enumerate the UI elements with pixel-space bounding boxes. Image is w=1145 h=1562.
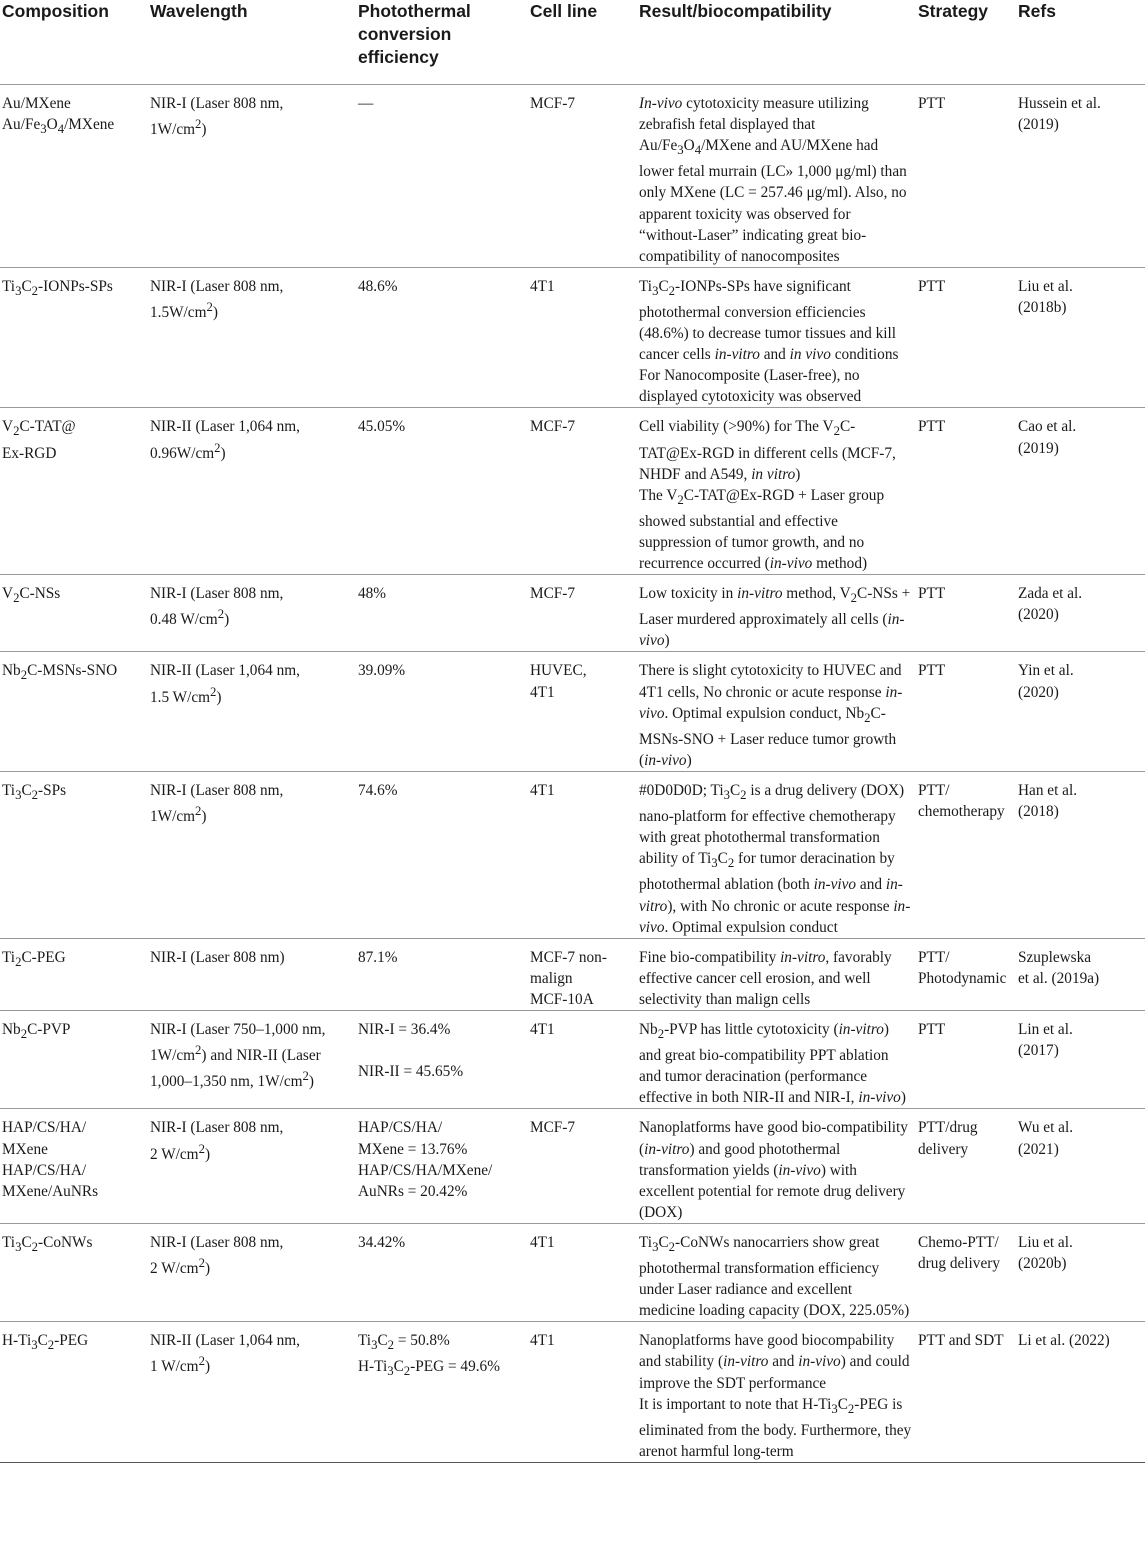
cell-cell-line (530, 938, 639, 1010)
cell-refs-line: (2021) (1018, 1140, 1059, 1158)
cell-refs-line: Liu et al. (1018, 1233, 1073, 1251)
table-row (0, 938, 1145, 1010)
cell-cell-line (530, 1011, 639, 1109)
cell-cell-line (530, 575, 639, 652)
cell-wavelength-line: 0.48 $W/cm^2$) (150, 607, 230, 629)
cell-result-line: $Ti_3C_2$-CoNWs nanocarriers show great photothermal transformation efficiency under Laser radiance and excellent medicine loading capacity (DOX, 225.05%) (639, 1233, 910, 1320)
cell-efficiency-line: $Ti_3C_2 = 50.8\%$ (358, 1332, 450, 1353)
cell-refs-line: (2019) (1018, 116, 1059, 134)
cell-composition-line: MXene (2, 1140, 48, 1158)
cell-efficiency-line: 87.1% (358, 948, 398, 966)
cell-efficiency (358, 1011, 530, 1109)
cell-composition-line: $Ti_3C_2-IONPs$-SPs (2, 277, 113, 298)
cell-refs-line: Lin et al. (1018, 1021, 1073, 1039)
cell-result-line: $Nb_2$-PVP has little cytotoxicity (in-vitro) and great bio-compatibility PPT ablation and tumor deracination (performance effective in both NIR-II and NIR-I, in-vivo) (639, 1021, 906, 1107)
table-row (0, 85, 1145, 268)
cell-result (639, 85, 918, 268)
cell-result-line: #0D0D0D; $Ti_3C_2$ is a drug delivery (DOX) nano-platform for effective chemotherapy with great photothermal transformation ability of $Ti_3C_2$ for tumor deracination by photothermal ablation (both in-vivo and in-vitro), with No chronic or acute response in-vivo. Optimal expulsion conduct (639, 782, 911, 936)
cell-result-line: Nanoplatforms have good bio-compatibility (in-vitro) and good photothermal transformation yields (in-vivo) with excellent potential for remote drug delivery (DOX) (639, 1119, 908, 1221)
cell-strategy-line: drug delivery (918, 1255, 1000, 1273)
cell-efficiency-line: 45.05% (358, 418, 406, 436)
cell-cell-line (530, 1322, 639, 1463)
cell-cell-line-line: MCF-7 (530, 95, 576, 112)
cell-strategy (918, 85, 1018, 268)
cell-wavelength-line: $0.96W/cm^2$) (150, 440, 226, 462)
cell-cell-line (530, 652, 639, 772)
cell-refs-line: Li et al. (2022) (1018, 1332, 1110, 1350)
cell-strategy-line: delivery (918, 1140, 969, 1158)
cell-composition-line: HAP/CS/HA/ (2, 1161, 87, 1179)
cell-refs (1018, 1109, 1145, 1223)
cell-efficiency (358, 408, 530, 575)
cell-wavelength (150, 408, 358, 575)
cell-result (639, 652, 918, 772)
table-row (0, 1109, 1145, 1223)
cell-composition (0, 652, 150, 772)
cell-efficiency-line: 39.09% (358, 662, 406, 680)
cell-result (639, 1223, 918, 1321)
cell-strategy (918, 772, 1018, 939)
cell-efficiency-line: HAP/CS/HA/ (358, 1119, 443, 1137)
cell-efficiency-line: 34.42% (358, 1233, 406, 1251)
cell-wavelength-line: NIR-II (Laser 1,064 nm, (150, 418, 300, 436)
cell-composition-line: $Au/Fe_3O_4$/MXene (2, 116, 115, 137)
cell-refs (1018, 938, 1145, 1010)
cell-strategy (918, 1109, 1018, 1223)
cell-wavelength-line: NIR-II (Laser 1,064 nm, (150, 662, 300, 680)
table-row (0, 1223, 1145, 1321)
cell-efficiency-line: NIR-II = 45.65% (358, 1063, 464, 1081)
cell-cell-line-line: 4T1 (530, 683, 555, 701)
cell-wavelength-line: NIR-I (Laser 750–1,000 nm, (150, 1021, 326, 1039)
cell-refs-line: (2018) (1018, 803, 1059, 821)
cell-result-line: The $V_2C-TAT@Ex$-RGD + Laser group showed substantial and effective suppression of tumor growth, and no recurrence occurred (in-vivo method) (639, 486, 885, 573)
cell-refs (1018, 772, 1145, 939)
cell-wavelength-line: 1,000–1,350 nm, $1W/cm^2$) (150, 1069, 315, 1091)
cell-refs-line: Liu et al. (1018, 277, 1073, 295)
cell-strategy-line: PTT (918, 662, 946, 680)
cell-cell-line-line: MCF-7 (530, 418, 576, 436)
cell-strategy-line: PTT and SDT (918, 1332, 1004, 1350)
cell-result-line: Nanoplatforms have good biocompability and stability (in-vitro and in-vivo) and could improve the SDT performance (639, 1332, 910, 1392)
cell-cell-line (530, 267, 639, 408)
cell-composition (0, 575, 150, 652)
cell-wavelength-line: NIR-I (Laser 808 nm) (150, 948, 285, 966)
cell-strategy-line: Chemo-PTT/ (918, 1233, 999, 1251)
cell-wavelength-line: NIR-I (Laser 808 nm, (150, 1119, 284, 1137)
cell-efficiency-line: 48% (358, 585, 387, 603)
cell-composition (0, 938, 150, 1010)
header-cell-line: Cell line (530, 0, 639, 85)
cell-composition-line: $Nb_2C-MSNs$-SNO (2, 662, 118, 683)
cell-efficiency (358, 267, 530, 408)
cell-composition (0, 267, 150, 408)
cell-composition-line: $V_2C-TAT@$ (2, 418, 76, 439)
header-result: Result/biocompatibility (639, 0, 918, 85)
cell-refs (1018, 408, 1145, 575)
header-efficiency: Photothermal conversion efficiency (358, 0, 530, 85)
cell-wavelength-line: $1.5W/cm^2$) (150, 299, 218, 321)
cell-cell-line-line: MCF-7 (530, 585, 576, 603)
cell-composition (0, 1011, 150, 1109)
cell-refs (1018, 652, 1145, 772)
cell-wavelength (150, 575, 358, 652)
cell-composition (0, 1109, 150, 1223)
cell-result (639, 1109, 918, 1223)
cell-efficiency-line: MXene = 13.76% (358, 1140, 468, 1158)
cell-composition (0, 1223, 150, 1321)
cell-efficiency-line: $H-Ti_3C_2$-PEG = 49.6% (358, 1358, 500, 1379)
cell-wavelength-line: NIR-I (Laser 808 nm, (150, 1233, 284, 1251)
cell-composition-line: $Nb_2C$-PVP (2, 1021, 71, 1042)
table-row (0, 1322, 1145, 1463)
cell-composition-line: $Ti_3C_2$-SPs (2, 782, 67, 803)
cell-efficiency (358, 938, 530, 1010)
cell-result (639, 938, 918, 1010)
cell-efficiency (358, 1109, 530, 1223)
cell-wavelength-line: NIR-I (Laser 808 nm, (150, 782, 284, 799)
cell-refs (1018, 267, 1145, 408)
cell-refs-line: (2020b) (1018, 1255, 1067, 1273)
cell-wavelength (150, 1322, 358, 1463)
cell-cell-line-line: MCF-7 non- (530, 948, 607, 966)
cell-wavelength-line: $1W/cm^2$) and NIR-II (Laser (150, 1043, 321, 1065)
cell-efficiency-line: 74.6% (358, 782, 398, 799)
header-composition: Composition (0, 0, 150, 85)
cell-efficiency (358, 1322, 530, 1463)
cell-refs (1018, 1223, 1145, 1321)
cell-efficiency-line: AuNRs = 20.42% (358, 1182, 468, 1200)
cell-wavelength-line: $1W/cm^2$) (150, 117, 207, 139)
cell-refs-line: (2019) (1018, 439, 1059, 457)
cell-cell-line-line: 4T1 (530, 1233, 555, 1251)
cell-wavelength-line: NIR-I (Laser 808 nm, (150, 277, 284, 295)
cell-result (639, 772, 918, 939)
table-row (0, 772, 1145, 939)
cell-refs-line: Wu et al. (1018, 1119, 1074, 1137)
cell-wavelength (150, 772, 358, 939)
cell-wavelength (150, 85, 358, 268)
cell-result (639, 1011, 918, 1109)
cell-composition-line: $Ti_3C_2$-CoNWs (2, 1233, 93, 1254)
cell-result-line: It is important to note that $H-Ti_3C_2$-PEG is eliminated from the body. Furthermore, they arenot harmful long-term (639, 1395, 912, 1460)
cell-composition-line: Au/MXene (2, 95, 71, 112)
cell-wavelength-line: $1W/cm^2$) (150, 804, 207, 826)
cell-result-line: Fine bio-compatibility in-vitro, favorably effective cancer cell erosion, and well selectivity than malign cells (639, 948, 892, 1008)
cell-strategy (918, 1223, 1018, 1321)
cell-result-line: For Nanocomposite (Laser-free), no displayed cytotoxicity was observed (639, 367, 862, 406)
cell-wavelength-line: NIR-II (Laser 1,064 nm, (150, 1332, 300, 1350)
cell-result-line: There is slight cytotoxicity to HUVEC and 4T1 cells, No chronic or acute response in-vivo. Optimal expulsion conduct, $Nb_2C-MSNs$-SNO + Laser reduce tumor growth (in-vivo) (639, 662, 903, 769)
cell-strategy-line: PTT/drug (918, 1119, 978, 1137)
cell-composition-line: Ex-RGD (2, 444, 57, 462)
cell-refs (1018, 575, 1145, 652)
cell-cell-line-line: MCF-7 (530, 1119, 576, 1137)
cell-strategy-line: PTT (918, 95, 946, 112)
cell-refs-line: (2017) (1018, 1042, 1059, 1060)
cell-result-line: Low toxicity in in-vitro method, $V_2C$-NSs + Laser murdered approximately all cells (in-vivo) (639, 585, 911, 650)
cell-cell-line (530, 1223, 639, 1321)
cell-refs-line: Hussein et al. (1018, 95, 1101, 112)
cell-refs-line: Han et al. (1018, 782, 1078, 799)
cell-wavelength-line: 1.5 $W/cm^2$) (150, 684, 222, 706)
cell-strategy-line: Photodynamic (918, 969, 1007, 987)
cell-wavelength (150, 938, 358, 1010)
cell-composition-line: $Ti_2C$-PEG (2, 948, 66, 969)
cell-strategy-line: PTT/ (918, 948, 950, 966)
header-row (0, 0, 1145, 85)
cell-refs-line: (2020) (1018, 683, 1059, 701)
cell-wavelength (150, 652, 358, 772)
cell-strategy (918, 1011, 1018, 1109)
cell-strategy (918, 652, 1018, 772)
cell-strategy (918, 267, 1018, 408)
cell-efficiency-line: 48.6% (358, 277, 398, 295)
cell-refs (1018, 1011, 1145, 1109)
cell-efficiency (358, 652, 530, 772)
cell-strategy-line: PTT (918, 1021, 946, 1039)
cell-result (639, 575, 918, 652)
cell-composition (0, 408, 150, 575)
cell-result (639, 267, 918, 408)
cell-result-line: $Ti_3C_2-IONPs$-SPs have significant photothermal conversion efficiencies (48.6%) to decrease tumor tissues and kill cancer cells in-vitro and in vivo conditions (639, 277, 899, 364)
cell-strategy-line: PTT (918, 418, 946, 436)
cell-composition-line: HAP/CS/HA/ (2, 1119, 87, 1137)
cell-result-line: Cell viability (>90%) for The $V_2C-TAT@Ex$-RGD in different cells (MCF-7, NHDF and A549, in vitro) (639, 418, 896, 483)
cell-cell-line (530, 85, 639, 268)
cell-cell-line-line: MCF-10A (530, 990, 594, 1008)
cell-refs-line: Szuplewska (1018, 948, 1092, 966)
cell-cell-line-line: 4T1 (530, 1332, 555, 1350)
cell-refs-line: Cao et al. (1018, 418, 1077, 436)
cell-strategy (918, 408, 1018, 575)
cell-efficiency (358, 575, 530, 652)
table-row (0, 1011, 1145, 1109)
cell-cell-line-line: malign (530, 969, 573, 987)
cell-wavelength-line: NIR-I (Laser 808 nm, (150, 95, 284, 112)
cell-cell-line (530, 1109, 639, 1223)
cell-strategy (918, 1322, 1018, 1463)
cell-cell-line-line: 4T1 (530, 1021, 555, 1039)
cell-strategy (918, 938, 1018, 1010)
header-wavelength: Wavelength (150, 0, 358, 85)
cell-wavelength (150, 1223, 358, 1321)
cell-cell-line-line: 4T1 (530, 782, 555, 799)
cell-composition (0, 1322, 150, 1463)
cell-refs (1018, 85, 1145, 268)
cell-efficiency (358, 85, 530, 268)
cell-composition-line: $V_2C$-NSs (2, 585, 61, 606)
cell-wavelength-line: 2 $W/cm^2$) (150, 1256, 211, 1278)
cell-cell-line-line: 4T1 (530, 277, 555, 295)
table-row (0, 575, 1145, 652)
cell-refs-line: Zada et al. (1018, 585, 1083, 603)
cell-result-line: In-vivo cytotoxicity measure utilizing zebrafish fetal displayed that $Au/Fe_3O_4$/MXene and AU/MXene had lower fetal murrain (LC» 1,000 μg/ml) than only MXene (LC = 257.46 μg/ml). Also, no apparent toxicity was observed for “without-Laser” indicating great bio-compatibility of nanocomposites (639, 95, 907, 265)
cell-refs-line: Yin et al. (1018, 662, 1074, 680)
cell-efficiency-line: HAP/CS/HA/MXene/ (358, 1161, 493, 1179)
cell-strategy-line: PTT (918, 585, 946, 603)
cell-wavelength-line: NIR-I (Laser 808 nm, (150, 585, 284, 603)
cell-wavelength-line: 2 $W/cm^2$) (150, 1141, 211, 1163)
header-refs: Refs (1018, 0, 1145, 85)
cell-wavelength (150, 1011, 358, 1109)
cell-refs (1018, 1322, 1145, 1463)
cell-strategy-line: PTT/ (918, 782, 950, 799)
cell-result (639, 1322, 918, 1463)
cell-wavelength-line: 1 $W/cm^2$) (150, 1354, 211, 1376)
cell-efficiency (358, 1223, 530, 1321)
cell-refs-line: (2020) (1018, 606, 1059, 624)
table-row (0, 267, 1145, 408)
cell-composition (0, 85, 150, 268)
cell-composition-line: $H-Ti_3C_2$-PEG (2, 1332, 89, 1353)
cell-wavelength (150, 1109, 358, 1223)
cell-cell-line (530, 772, 639, 939)
cell-refs-line: (2018b) (1018, 298, 1067, 316)
cell-result (639, 408, 918, 575)
header-strategy: Strategy (918, 0, 1018, 85)
cell-wavelength (150, 267, 358, 408)
cell-strategy-line: PTT (918, 277, 946, 295)
cell-strategy-line: chemotherapy (918, 803, 1005, 821)
cell-refs-line: et al. (2019a) (1018, 969, 1100, 987)
table-row (0, 408, 1145, 575)
cell-cell-line (530, 408, 639, 575)
cell-efficiency (358, 772, 530, 939)
cell-composition-line: MXene/AuNRs (2, 1182, 99, 1200)
cell-composition (0, 772, 150, 939)
cell-cell-line-line: HUVEC, (530, 662, 587, 680)
cell-strategy (918, 575, 1018, 652)
cell-efficiency-line: NIR-I = 36.4% (358, 1021, 451, 1039)
table-row (0, 652, 1145, 772)
cell-efficiency-line: — (358, 95, 374, 112)
